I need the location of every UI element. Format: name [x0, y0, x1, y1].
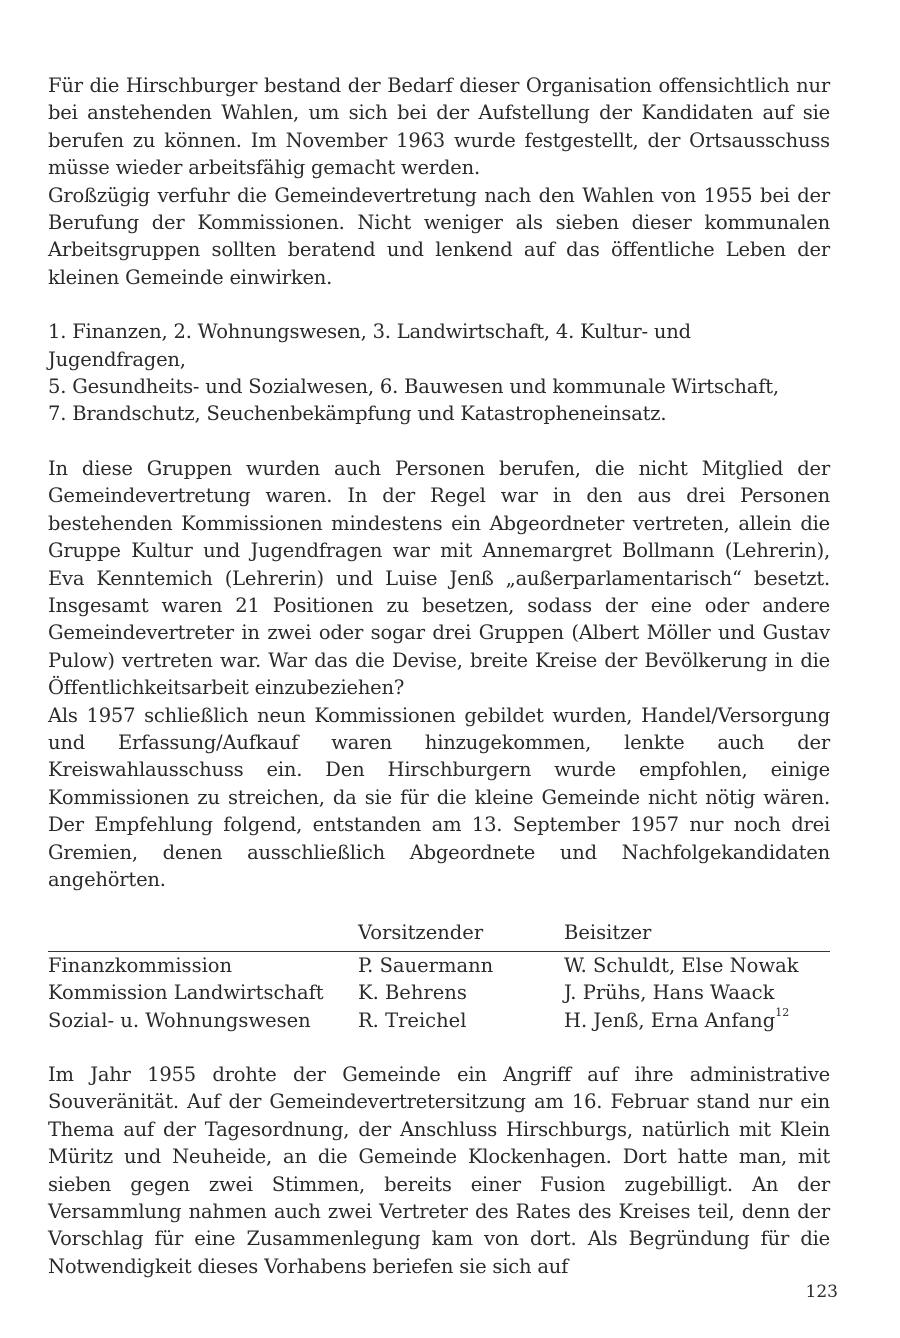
commission-table — [48, 919, 830, 1034]
table-cell: P. Sauermann — [358, 953, 494, 977]
table-row — [48, 979, 830, 1006]
table-cell: Kommission Landwirtschaft — [48, 981, 324, 1005]
table-cell: J. Prühs, Hans Waack — [564, 981, 775, 1005]
table-row — [48, 1007, 830, 1034]
list-item: 5. Gesundheits- und Sozialwesen, 6. Bauwesen und kommunale Wirtschaft, — [48, 375, 779, 399]
paragraph-organisation: Für die Hirschburger bestand der Bedarf dieser Organisation offensichtlich nur bei anstehenden Wahlen, um sich bei der Aufstellung der Kandidaten auf sie berufen zu können. Im November 1963 wurde festgestellt, der Ortsausschuss müsse wieder arbeitsfähig gemacht werden. — [48, 74, 830, 180]
list-item: 7. Brandschutz, Seuchenbekämpfung und Katastropheneinsatz. — [48, 402, 667, 426]
paragraph-1955: Im Jahr 1955 drohte der Gemeinde ein Angriff auf ihre administrative Souveränität. Auf der Gemeindevertretersitzung am 16. Februar stand nur ein Thema auf der Tagesordnung, der Anschluss Hirschburgs, natürlich mit Klein Müritz und Neuheide, an die Gemeinde Klockenhagen. Dort hatte man, mit sieben gegen zwei Stimmen, bereits einer Fusion zugebilligt. An der Versammlung nahmen auch zwei Vertreter des Rates des Kreises teil, denn der Vorschlag für eine Zusammenlegung kam von dort. Als Begründung für die Notwendigkeit dieses Vorhabens beriefen sie sich auf — [48, 1063, 830, 1278]
table-header-beisitzer: Beisitzer — [564, 921, 652, 945]
list-item: 1. Finanzen, 2. Wohnungswesen, 3. Landwirtschaft, 4. Kultur- und Jugendfragen, — [48, 320, 691, 371]
table-cell: R. Treichel — [358, 1008, 467, 1032]
table-row — [48, 951, 830, 979]
table-cell: W. Schuldt, Else Nowak — [564, 953, 799, 977]
commission-list — [48, 318, 830, 428]
table-cell: K. Behrens — [358, 981, 467, 1005]
table-header-empty — [48, 919, 358, 951]
paragraph-1957: Als 1957 schließlich neun Kommissionen gebildet wurden, Handel/Versorgung und Erfassung/Aufkauf waren hinzugekommen, lenkte auch der Kreiswahlausschuss ein. Den Hirschburgern wurde empfohlen, einige Kommissionen zu streichen, da sie für die kleine Gemeinde nicht nötig wären. Der Empfehlung folgend, entstanden am 13. September 1957 nur noch drei Gremien, denen ausschließlich Abgeordnete und Nachfolgekandidaten angehörten. — [48, 703, 830, 891]
footnote-marker: 12 — [775, 1005, 790, 1019]
table-header-row — [48, 919, 830, 951]
table-header-vorsitzender: Vorsitzender — [358, 921, 484, 945]
paragraph-gruppen: In diese Gruppen wurden auch Personen berufen, die nicht Mitglied der Gemeindevertretung waren. In der Regel war in den aus drei Personen bestehenden Kommissionen mindestens ein Abgeordneter vertreten, allein die Gruppe Kultur und Jugendfragen war mit Annemargret Bollmann (Lehrerin), Eva Kenntemich (Lehrerin) und Luise Jenß „außerparlamentarisch“ besetzt. Insgesamt waren 21 Positionen zu besetzen, sodass der eine oder andere Gemeindevertreter in zwei oder sogar drei Gruppen (Albert Möller und Gustav Pulow) vertreten war. War das die Devise, breite Kreise der Bevölkerung in die Öffentlichkeitsarbeit einzubeziehen? — [48, 456, 830, 700]
paragraph-kommissionen: Großzügig verfuhr die Gemeindevertretung nach den Wahlen von 1955 bei der Berufung der Kommissionen. Nicht weniger als sieben dieser kommunalen Arbeitsgruppen sollten beratend und lenkend auf das öffentliche Leben der kleinen Gemeinde einwirken. — [48, 183, 830, 289]
table-cell: Sozial- u. Wohnungswesen — [48, 1008, 311, 1032]
page-body — [48, 72, 830, 1280]
beisitzer-text: H. Jenß, Erna Anfang — [564, 1008, 776, 1032]
page-number: 123 — [805, 1282, 838, 1302]
table-cell — [564, 1007, 830, 1034]
table-cell: Finanzkommission — [48, 953, 233, 977]
